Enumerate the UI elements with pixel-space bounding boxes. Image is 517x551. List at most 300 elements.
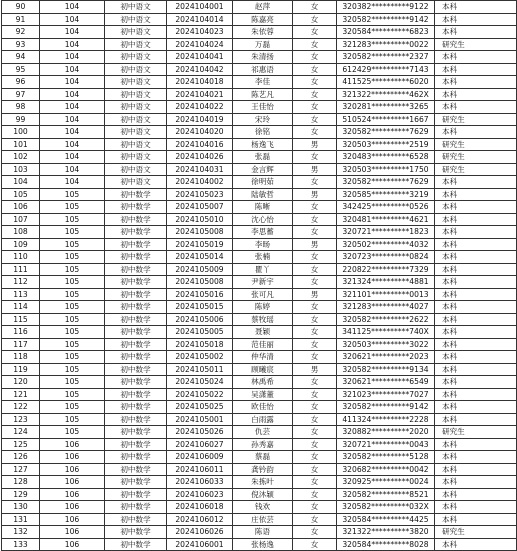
gender-cell: 女 <box>293 13 337 26</box>
exam-id-cell: 2024105014 <box>167 251 233 264</box>
exam-id-cell: 2024104020 <box>167 126 233 139</box>
gender-cell: 女 <box>293 76 337 89</box>
exam-id-cell: 2024106009 <box>167 451 233 464</box>
group-code-cell: 105 <box>40 288 105 301</box>
gender-cell: 女 <box>293 113 337 126</box>
table-row <box>2 476 517 489</box>
name-cell: 徐明茹 <box>233 176 293 189</box>
row-number-cell: 106 <box>2 201 40 214</box>
group-code-cell: 104 <box>40 76 105 89</box>
table-row <box>2 263 517 276</box>
subject-cell: 初中语文 <box>105 113 167 126</box>
group-code-cell: 106 <box>40 513 105 526</box>
table-row <box>2 301 517 314</box>
id-number-cell: 321101**********0013 <box>337 288 435 301</box>
gender-cell: 女 <box>293 426 337 439</box>
subject-cell: 初中语文 <box>105 13 167 26</box>
degree-cell: 研究生 <box>435 138 517 151</box>
gender-cell: 女 <box>293 201 337 214</box>
row-number-cell: 128 <box>2 476 40 489</box>
degree-cell: 本科 <box>435 501 517 514</box>
subject-cell: 初中语文 <box>105 138 167 151</box>
id-number-cell: 320621**********6549 <box>337 376 435 389</box>
table-row <box>2 526 517 539</box>
row-number-cell: 122 <box>2 401 40 414</box>
gender-cell: 女 <box>293 126 337 139</box>
table-row <box>2 51 517 64</box>
table-row <box>2 463 517 476</box>
id-number-cell: 510524**********1667 <box>337 113 435 126</box>
name-cell: 张楠 <box>233 251 293 264</box>
group-code-cell: 106 <box>40 463 105 476</box>
table-row <box>2 326 517 339</box>
degree-cell: 本科 <box>435 388 517 401</box>
degree-cell: 本科 <box>435 176 517 189</box>
exam-id-cell: 2024105001 <box>167 413 233 426</box>
name-cell: 顾曦宸 <box>233 363 293 376</box>
table-row <box>2 426 517 439</box>
row-number-cell: 102 <box>2 151 40 164</box>
degree-cell: 本科 <box>435 213 517 226</box>
row-number-cell: 95 <box>2 63 40 76</box>
row-number-cell: 100 <box>2 126 40 139</box>
table-row <box>2 213 517 226</box>
row-number-cell: 94 <box>2 51 40 64</box>
table-row <box>2 251 517 264</box>
table-row <box>2 226 517 239</box>
group-code-cell: 105 <box>40 413 105 426</box>
name-cell: 仲华清 <box>233 351 293 364</box>
name-cell: 仇芸 <box>233 426 293 439</box>
subject-cell: 初中数学 <box>105 476 167 489</box>
row-number-cell: 129 <box>2 488 40 501</box>
subject-cell: 初中语文 <box>105 163 167 176</box>
name-cell: 朱依蓉 <box>233 26 293 39</box>
gender-cell: 女 <box>293 101 337 114</box>
subject-cell: 初中语文 <box>105 51 167 64</box>
group-code-cell: 105 <box>40 351 105 364</box>
degree-cell: 本科 <box>435 351 517 364</box>
table-row <box>2 451 517 464</box>
exam-id-cell: 2024104023 <box>167 26 233 39</box>
group-code-cell: 104 <box>40 88 105 101</box>
subject-cell: 初中数学 <box>105 201 167 214</box>
id-number-cell: 321322**********462X <box>337 88 435 101</box>
group-code-cell: 104 <box>40 176 105 189</box>
group-code-cell: 104 <box>40 101 105 114</box>
group-code-cell: 104 <box>40 126 105 139</box>
id-number-cell: 320621**********2023 <box>337 351 435 364</box>
name-cell: 龚钤韵 <box>233 463 293 476</box>
degree-cell: 本科 <box>435 463 517 476</box>
exam-id-cell: 2024105022 <box>167 388 233 401</box>
subject-cell: 初中数学 <box>105 326 167 339</box>
row-number-cell: 109 <box>2 238 40 251</box>
subject-cell: 初中数学 <box>105 513 167 526</box>
id-number-cell: 321324**********4881 <box>337 276 435 289</box>
id-number-cell: 320582**********9142 <box>337 13 435 26</box>
gender-cell: 女 <box>293 38 337 51</box>
degree-cell: 本科 <box>435 288 517 301</box>
exam-id-cell: 2024104016 <box>167 138 233 151</box>
exam-id-cell: 2024104042 <box>167 63 233 76</box>
name-cell: 金言辉 <box>233 163 293 176</box>
exam-id-cell: 2024105016 <box>167 288 233 301</box>
name-cell: 瞿丫 <box>233 263 293 276</box>
row-number-cell: 103 <box>2 163 40 176</box>
id-number-cell: 321283**********4027 <box>337 301 435 314</box>
exam-id-cell: 2024105025 <box>167 401 233 414</box>
subject-cell: 初中数学 <box>105 426 167 439</box>
table-row <box>2 176 517 189</box>
table-row <box>2 138 517 151</box>
group-code-cell: 104 <box>40 63 105 76</box>
row-number-cell: 111 <box>2 263 40 276</box>
id-number-cell: 320585**********3219 <box>337 188 435 201</box>
gender-cell: 女 <box>293 176 337 189</box>
gender-cell: 女 <box>293 51 337 64</box>
id-number-cell: 320503**********3022 <box>337 338 435 351</box>
degree-cell: 本科 <box>435 13 517 26</box>
name-cell: 庄依芸 <box>233 513 293 526</box>
gender-cell: 女 <box>293 326 337 339</box>
exam-id-cell: 2024105026 <box>167 426 233 439</box>
gender-cell: 女 <box>293 438 337 451</box>
degree-cell: 研究生 <box>435 163 517 176</box>
name-cell: 陆敏哲 <box>233 188 293 201</box>
exam-id-cell: 2024105008 <box>167 276 233 289</box>
degree-cell: 本科 <box>435 1 517 14</box>
id-number-cell: 320503**********1750 <box>337 163 435 176</box>
id-number-cell: 320582**********7629 <box>337 126 435 139</box>
row-number-cell: 120 <box>2 376 40 389</box>
name-cell: 蔡磊 <box>233 451 293 464</box>
group-code-cell: 106 <box>40 526 105 539</box>
exam-id-cell: 2024105010 <box>167 213 233 226</box>
subject-cell: 初中数学 <box>105 338 167 351</box>
group-code-cell: 105 <box>40 301 105 314</box>
id-number-cell: 320721**********0043 <box>337 438 435 451</box>
group-code-cell: 105 <box>40 276 105 289</box>
row-number-cell: 92 <box>2 26 40 39</box>
group-code-cell: 104 <box>40 13 105 26</box>
exam-id-cell: 2024106001 <box>167 538 233 551</box>
name-cell: 蔡牧瑶 <box>233 313 293 326</box>
name-cell: 吴潇董 <box>233 388 293 401</box>
exam-id-cell: 2024105019 <box>167 238 233 251</box>
name-cell: 朱拣叶 <box>233 476 293 489</box>
name-cell: 赵萍 <box>233 1 293 14</box>
id-number-cell: 320925**********0024 <box>337 476 435 489</box>
row-number-cell: 97 <box>2 88 40 101</box>
table-row <box>2 76 517 89</box>
id-number-cell: 320582**********9134 <box>337 363 435 376</box>
exam-id-cell: 2024104001 <box>167 1 233 14</box>
group-code-cell: 105 <box>40 363 105 376</box>
group-code-cell: 106 <box>40 451 105 464</box>
exam-id-cell: 2024106018 <box>167 501 233 514</box>
name-cell: 聂颖 <box>233 326 293 339</box>
gender-cell: 女 <box>293 88 337 101</box>
name-cell: 尹新宇 <box>233 276 293 289</box>
table-row <box>2 413 517 426</box>
name-cell: 陈嘉亮 <box>233 13 293 26</box>
gender-cell: 女 <box>293 338 337 351</box>
gender-cell: 男 <box>293 238 337 251</box>
degree-cell: 本科 <box>435 451 517 464</box>
name-cell: 李佳 <box>233 76 293 89</box>
gender-cell: 男 <box>293 138 337 151</box>
table-row <box>2 288 517 301</box>
subject-cell: 初中数学 <box>105 413 167 426</box>
subject-cell: 初中语文 <box>105 88 167 101</box>
gender-cell: 女 <box>293 401 337 414</box>
name-cell: 欧佳怡 <box>233 401 293 414</box>
id-number-cell: 320721**********1823 <box>337 226 435 239</box>
degree-cell: 本科 <box>435 538 517 551</box>
subject-cell: 初中数学 <box>105 301 167 314</box>
id-number-cell: 320582**********5128 <box>337 451 435 464</box>
gender-cell: 女 <box>293 413 337 426</box>
id-number-cell: 320682**********0042 <box>337 463 435 476</box>
name-cell: 徐铭 <box>233 126 293 139</box>
row-number-cell: 93 <box>2 38 40 51</box>
name-cell: 朱清扬 <box>233 51 293 64</box>
degree-cell: 本科 <box>435 26 517 39</box>
table-row <box>2 188 517 201</box>
table-row <box>2 438 517 451</box>
subject-cell: 初中数学 <box>105 188 167 201</box>
degree-cell: 本科 <box>435 251 517 264</box>
id-number-cell: 341125**********740X <box>337 326 435 339</box>
name-cell: 李旸 <box>233 238 293 251</box>
gender-cell: 女 <box>293 226 337 239</box>
group-code-cell: 105 <box>40 401 105 414</box>
table-row <box>2 501 517 514</box>
degree-cell: 本科 <box>435 313 517 326</box>
gender-cell: 女 <box>293 26 337 39</box>
gender-cell: 女 <box>293 63 337 76</box>
degree-cell: 本科 <box>435 88 517 101</box>
subject-cell: 初中语文 <box>105 126 167 139</box>
name-cell: 祁惠语 <box>233 63 293 76</box>
degree-cell: 本科 <box>435 326 517 339</box>
group-code-cell: 105 <box>40 326 105 339</box>
degree-cell: 本科 <box>435 376 517 389</box>
degree-cell: 研究生 <box>435 151 517 164</box>
row-number-cell: 123 <box>2 413 40 426</box>
row-number-cell: 130 <box>2 501 40 514</box>
row-number-cell: 125 <box>2 438 40 451</box>
exam-id-cell: 2024104031 <box>167 163 233 176</box>
degree-cell: 本科 <box>435 488 517 501</box>
subject-cell: 初中数学 <box>105 451 167 464</box>
exam-id-cell: 2024104019 <box>167 113 233 126</box>
table-row <box>2 401 517 414</box>
exam-id-cell: 2024104024 <box>167 38 233 51</box>
exam-id-cell: 2024104014 <box>167 13 233 26</box>
candidate-table <box>1 0 517 551</box>
table-row <box>2 1 517 14</box>
degree-cell: 本科 <box>435 201 517 214</box>
degree-cell: 本科 <box>435 363 517 376</box>
degree-cell: 本科 <box>435 513 517 526</box>
subject-cell: 初中数学 <box>105 276 167 289</box>
subject-cell: 初中数学 <box>105 213 167 226</box>
table-row <box>2 338 517 351</box>
degree-cell: 本科 <box>435 101 517 114</box>
group-code-cell: 105 <box>40 338 105 351</box>
name-cell: 陈艺凡 <box>233 88 293 101</box>
group-code-cell: 105 <box>40 263 105 276</box>
degree-cell: 本科 <box>435 438 517 451</box>
table-row <box>2 238 517 251</box>
name-cell: 孙秀嘉 <box>233 438 293 451</box>
degree-cell: 本科 <box>435 63 517 76</box>
gender-cell: 男 <box>293 188 337 201</box>
group-code-cell: 106 <box>40 438 105 451</box>
degree-cell: 本科 <box>435 126 517 139</box>
table-row <box>2 26 517 39</box>
row-number-cell: 116 <box>2 326 40 339</box>
exam-id-cell: 2024104002 <box>167 176 233 189</box>
group-code-cell: 106 <box>40 538 105 551</box>
gender-cell: 女 <box>293 513 337 526</box>
subject-cell: 初中数学 <box>105 388 167 401</box>
exam-id-cell: 2024105009 <box>167 263 233 276</box>
table-row <box>2 488 517 501</box>
subject-cell: 初中数学 <box>105 363 167 376</box>
exam-id-cell: 2024105007 <box>167 201 233 214</box>
table-row <box>2 313 517 326</box>
table-row <box>2 126 517 139</box>
gender-cell: 女 <box>293 451 337 464</box>
row-number-cell: 127 <box>2 463 40 476</box>
name-cell: 李思蓄 <box>233 226 293 239</box>
gender-cell: 女 <box>293 251 337 264</box>
table-row <box>2 351 517 364</box>
group-code-cell: 105 <box>40 213 105 226</box>
degree-cell: 本科 <box>435 76 517 89</box>
table-row <box>2 13 517 26</box>
exam-id-cell: 2024105024 <box>167 376 233 389</box>
subject-cell: 初中语文 <box>105 1 167 14</box>
degree-cell: 研究生 <box>435 526 517 539</box>
id-number-cell: 320582**********7629 <box>337 176 435 189</box>
row-number-cell: 124 <box>2 426 40 439</box>
exam-id-cell: 2024104018 <box>167 76 233 89</box>
degree-cell: 本科 <box>435 413 517 426</box>
exam-id-cell: 2024105011 <box>167 363 233 376</box>
degree-cell: 本科 <box>435 238 517 251</box>
group-code-cell: 106 <box>40 501 105 514</box>
id-number-cell: 320502**********4032 <box>337 238 435 251</box>
subject-cell: 初中数学 <box>105 226 167 239</box>
degree-cell: 本科 <box>435 226 517 239</box>
row-number-cell: 132 <box>2 526 40 539</box>
id-number-cell: 411324**********2228 <box>337 413 435 426</box>
table-row <box>2 113 517 126</box>
subject-cell: 初中数学 <box>105 526 167 539</box>
exam-id-cell: 2024105005 <box>167 326 233 339</box>
table-row <box>2 376 517 389</box>
subject-cell: 初中数学 <box>105 376 167 389</box>
gender-cell: 女 <box>293 301 337 314</box>
table-row <box>2 388 517 401</box>
exam-id-cell: 2024105018 <box>167 338 233 351</box>
group-code-cell: 104 <box>40 138 105 151</box>
gender-cell: 女 <box>293 263 337 276</box>
name-cell: 陈婷 <box>233 301 293 314</box>
name-cell: 白雨露 <box>233 413 293 426</box>
name-cell: 宋玲 <box>233 113 293 126</box>
table-row <box>2 63 517 76</box>
group-code-cell: 104 <box>40 26 105 39</box>
subject-cell: 初中语文 <box>105 151 167 164</box>
row-number-cell: 118 <box>2 351 40 364</box>
id-number-cell: 320723**********0824 <box>337 251 435 264</box>
subject-cell: 初中数学 <box>105 251 167 264</box>
gender-cell: 女 <box>293 151 337 164</box>
id-number-cell: 320882**********2020 <box>337 426 435 439</box>
name-cell: 倪沐颖 <box>233 488 293 501</box>
exam-id-cell: 2024105006 <box>167 313 233 326</box>
subject-cell: 初中语文 <box>105 38 167 51</box>
group-code-cell: 106 <box>40 476 105 489</box>
id-number-cell: 320582**********8521 <box>337 488 435 501</box>
gender-cell: 女 <box>293 388 337 401</box>
name-cell: 陈语 <box>233 526 293 539</box>
exam-id-cell: 2024104041 <box>167 51 233 64</box>
gender-cell: 女 <box>293 351 337 364</box>
degree-cell: 研究生 <box>435 38 517 51</box>
table-row <box>2 513 517 526</box>
degree-cell: 研究生 <box>435 426 517 439</box>
subject-cell: 初中数学 <box>105 488 167 501</box>
name-cell: 陈晰 <box>233 201 293 214</box>
id-number-cell: 320584**********8028 <box>337 538 435 551</box>
row-number-cell: 117 <box>2 338 40 351</box>
degree-cell: 本科 <box>435 301 517 314</box>
degree-cell: 本科 <box>435 401 517 414</box>
subject-cell: 初中语文 <box>105 176 167 189</box>
gender-cell: 女 <box>293 526 337 539</box>
subject-cell: 初中数学 <box>105 463 167 476</box>
gender-cell: 女 <box>293 313 337 326</box>
table-row <box>2 38 517 51</box>
row-number-cell: 133 <box>2 538 40 551</box>
exam-id-cell: 2024104022 <box>167 101 233 114</box>
row-number-cell: 108 <box>2 226 40 239</box>
name-cell: 林禹希 <box>233 376 293 389</box>
id-number-cell: 411525**********6020 <box>337 76 435 89</box>
group-code-cell: 104 <box>40 51 105 64</box>
exam-id-cell: 2024106027 <box>167 438 233 451</box>
group-code-cell: 104 <box>40 163 105 176</box>
table-row <box>2 201 517 214</box>
id-number-cell: 320503**********2519 <box>337 138 435 151</box>
row-number-cell: 119 <box>2 363 40 376</box>
row-number-cell: 105 <box>2 188 40 201</box>
name-cell: 张磊 <box>233 151 293 164</box>
name-cell: 范佳丽 <box>233 338 293 351</box>
name-cell: 杨逸飞 <box>233 138 293 151</box>
group-code-cell: 106 <box>40 488 105 501</box>
row-number-cell: 114 <box>2 301 40 314</box>
id-number-cell: 320584**********6823 <box>337 26 435 39</box>
group-code-cell: 105 <box>40 251 105 264</box>
name-cell: 沈心怡 <box>233 213 293 226</box>
